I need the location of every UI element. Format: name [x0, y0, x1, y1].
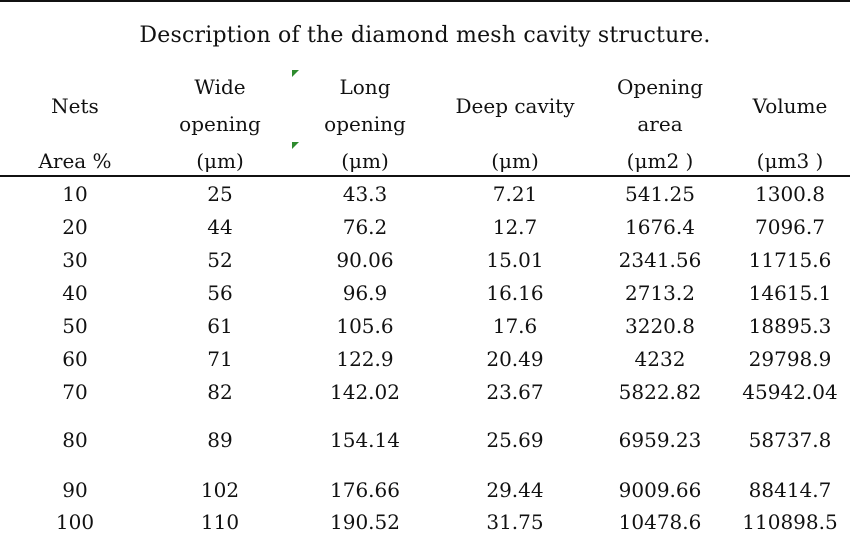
table-row	[0, 245, 850, 275]
cell-long: 122.9	[336, 347, 394, 371]
cell-nets: 40	[62, 281, 88, 305]
cell-long: 105.6	[336, 314, 394, 338]
table-row	[0, 377, 850, 407]
cell-wide: 71	[207, 347, 233, 371]
table-row	[0, 179, 850, 209]
cell-area: 541.25	[625, 182, 695, 206]
cell-area: 2713.2	[625, 281, 695, 305]
cell-long: 90.06	[336, 248, 394, 272]
cell-long: 96.9	[342, 281, 388, 305]
cell-long: 43.3	[342, 182, 388, 206]
cell-nets: 50	[62, 314, 88, 338]
cell-volume: 18895.3	[748, 314, 832, 338]
cell-volume: 14615.1	[748, 281, 832, 305]
cell-area: 1676.4	[625, 215, 695, 239]
cell-nets: 90	[62, 478, 88, 502]
green-marker-icon	[292, 70, 299, 77]
cell-wide: 61	[207, 314, 233, 338]
header-long-line3: (μm)	[341, 149, 389, 173]
cell-nets: 30	[62, 248, 88, 272]
header-deep-line1: Deep cavity	[455, 94, 575, 118]
header-volume-line2: (μm3 )	[756, 149, 824, 173]
cell-deep: 23.67	[486, 380, 544, 404]
cell-volume: 1300.8	[755, 182, 825, 206]
table-row	[0, 507, 850, 537]
header-bottom-rule	[0, 175, 850, 177]
cell-volume: 88414.7	[748, 478, 832, 502]
cell-volume: 58737.8	[748, 428, 832, 452]
cell-long: 76.2	[342, 215, 388, 239]
cell-volume: 7096.7	[755, 215, 825, 239]
header-long-line2: opening	[324, 112, 406, 136]
table-row	[0, 475, 850, 505]
header-wide-line1: Wide	[194, 75, 246, 99]
cell-wide: 102	[200, 478, 240, 502]
cell-nets: 80	[62, 428, 88, 452]
cell-wide: 25	[207, 182, 233, 206]
table-row	[0, 425, 850, 455]
cell-volume: 45942.04	[742, 380, 838, 404]
table-top-rule	[0, 0, 850, 2]
cell-deep: 12.7	[492, 215, 538, 239]
cell-wide: 56	[207, 281, 233, 305]
cell-nets: 60	[62, 347, 88, 371]
header-wide-line2: opening	[179, 112, 261, 136]
header-volume-line1: Volume	[752, 94, 828, 118]
header-area-line2: area	[637, 112, 683, 136]
cell-deep: 25.69	[486, 428, 544, 452]
cell-nets: 20	[62, 215, 88, 239]
cell-deep: 7.21	[492, 182, 538, 206]
cell-long: 190.52	[330, 510, 400, 534]
cell-volume: 29798.9	[748, 347, 832, 371]
cell-area: 9009.66	[618, 478, 702, 502]
cell-wide: 52	[207, 248, 233, 272]
cell-long: 154.14	[330, 428, 400, 452]
cell-wide: 89	[207, 428, 233, 452]
cell-area: 5822.82	[618, 380, 702, 404]
cell-deep: 31.75	[486, 510, 544, 534]
table-row	[0, 278, 850, 308]
table-caption: Description of the diamond mesh cavity structure.	[139, 23, 711, 48]
cell-volume: 110898.5	[742, 510, 838, 534]
cell-area: 3220.8	[625, 314, 695, 338]
cell-nets: 10	[62, 182, 88, 206]
cell-long: 142.02	[330, 380, 400, 404]
cell-wide: 82	[207, 380, 233, 404]
cell-volume: 11715.6	[748, 248, 832, 272]
cell-deep: 17.6	[492, 314, 538, 338]
header-long-line1: Long	[339, 75, 391, 99]
cell-deep: 16.16	[486, 281, 544, 305]
header-wide-line3: (μm)	[196, 149, 244, 173]
cell-area: 6959.23	[618, 428, 702, 452]
cell-nets: 100	[55, 510, 95, 534]
header-nets-line1: Nets	[51, 94, 99, 118]
cell-wide: 110	[200, 510, 240, 534]
table-row	[0, 344, 850, 374]
cell-deep: 29.44	[486, 478, 544, 502]
cell-deep: 20.49	[486, 347, 544, 371]
table-row	[0, 212, 850, 242]
cell-area: 2341.56	[618, 248, 702, 272]
header-area-line3: (μm2 )	[626, 149, 694, 173]
cell-long: 176.66	[330, 478, 400, 502]
cell-nets: 70	[62, 380, 88, 404]
header-nets-line2: Area %	[38, 149, 112, 173]
cell-wide: 44	[207, 215, 233, 239]
cell-area: 10478.6	[618, 510, 702, 534]
table-row	[0, 311, 850, 341]
header-deep-line2: (μm)	[491, 149, 539, 173]
cell-area: 4232	[634, 347, 686, 371]
cell-deep: 15.01	[486, 248, 544, 272]
green-marker-icon	[292, 142, 299, 149]
header-area-line1: Opening	[617, 75, 703, 99]
